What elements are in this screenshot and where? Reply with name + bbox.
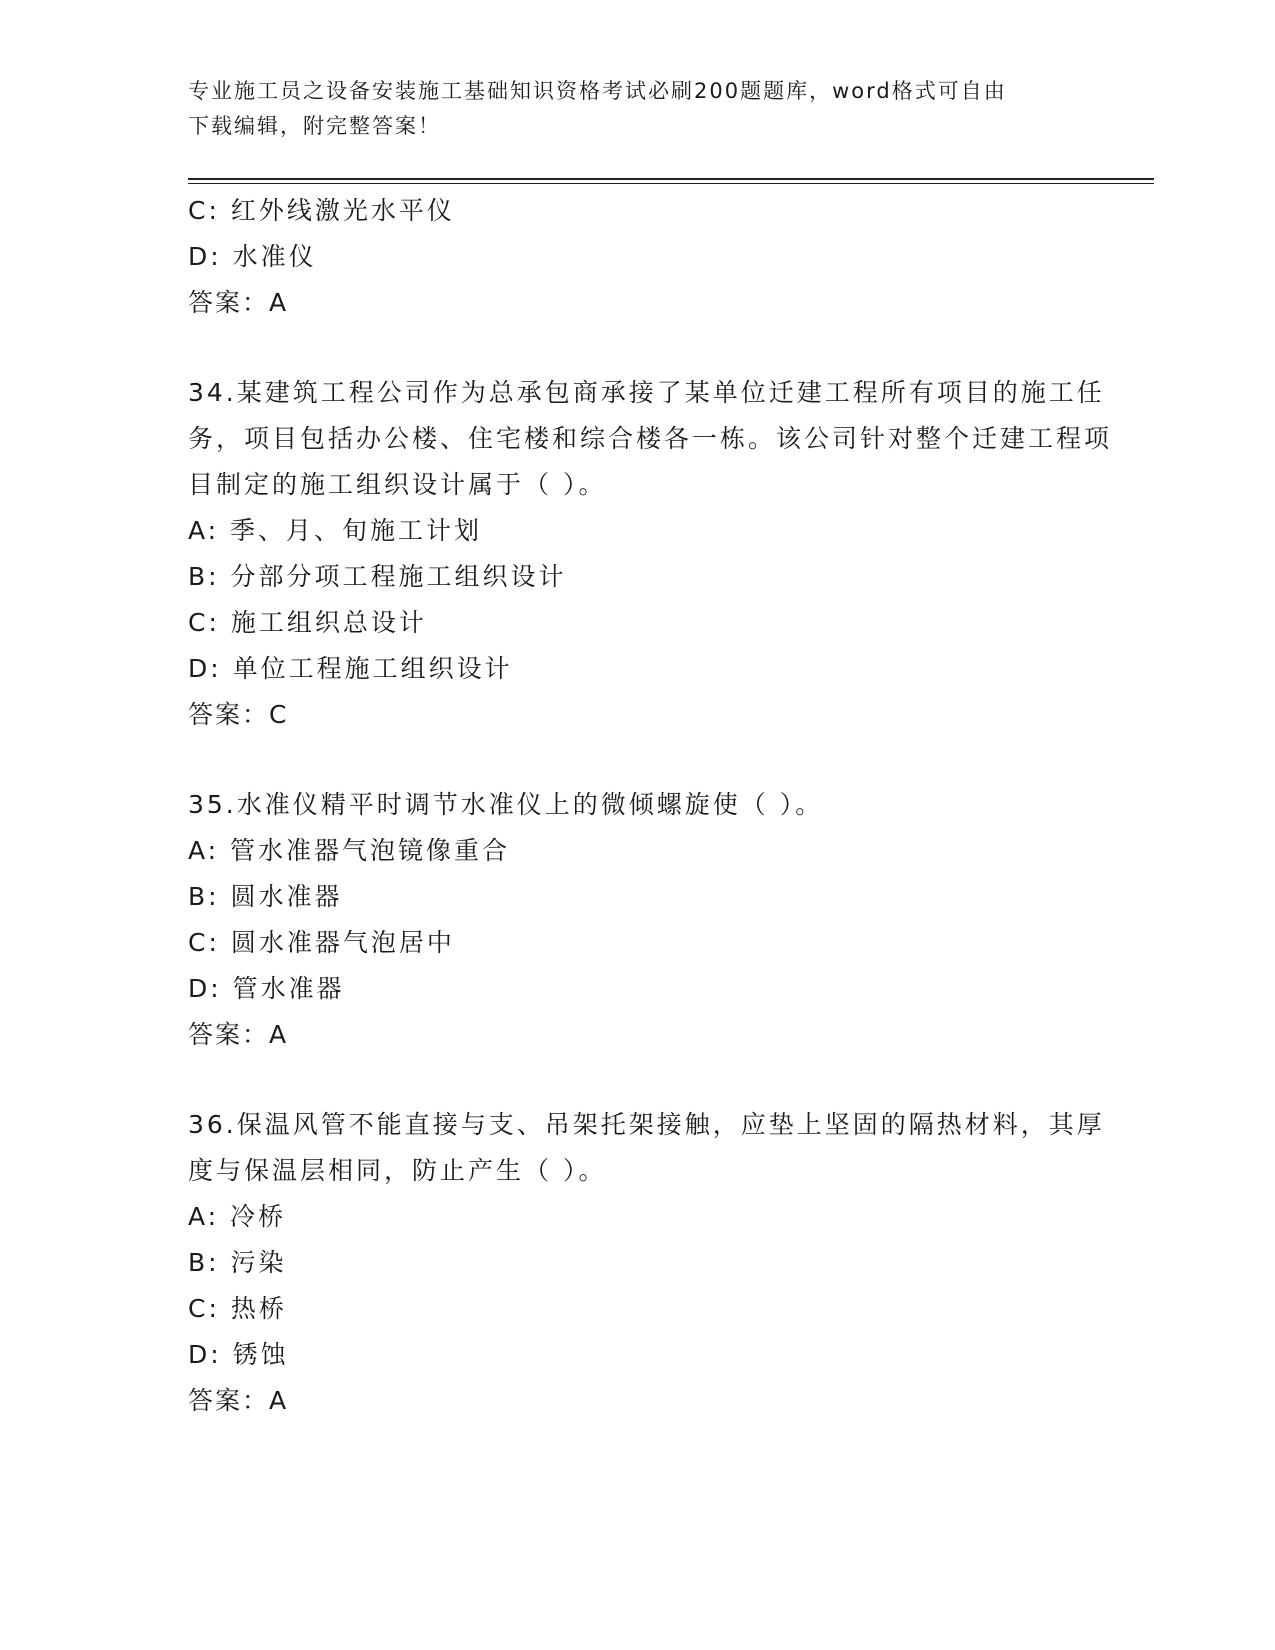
answer-line: 答案：A [188,1020,289,1049]
header-divider-thick [188,178,1154,180]
option-b: B: 污染 [188,1248,287,1277]
option-c: C: 圆水准器气泡居中 [188,928,455,957]
option-c: C: 施工组织总设计 [188,608,427,637]
option-d: D: 管水准器 [188,974,345,1003]
option-d: D: 锈蚀 [188,1340,289,1369]
header-divider-thin [188,183,1154,184]
header-text-line-1: 专业施工员之设备安装施工基础知识资格考试必刷200题题库，word格式可自由 [188,79,1007,103]
option-d: D: 水准仪 [188,242,317,271]
option-b: B: 分部分项工程施工组织设计 [188,562,567,591]
option-a: A: 季、月、旬施工计划 [188,516,483,545]
option-a: A: 冷桥 [188,1202,287,1231]
question-34 [188,370,1118,738]
answer-line: 答案：A [188,288,289,317]
question-content [188,188,1118,1468]
question-36 [188,1102,1118,1424]
option-a: A: 管水准器气泡镜像重合 [188,836,511,865]
question-stem: 36.保温风管不能直接与支、吊架托架接触，应垫上坚固的隔热材料，其厚度与保温层相同，防止产生（ ）。 [188,1110,1105,1185]
answer-line: 答案：A [188,1386,289,1415]
option-b: B: 圆水准器 [188,882,343,911]
option-c: C: 热桥 [188,1294,287,1323]
question-stem: 34.某建筑工程公司作为总承包商承接了某单位迁建工程所有项目的施工任务，项目包括办公楼、住宅楼和综合楼各一栋。该公司针对整个迁建工程项目制定的施工组织设计属于（ ）。 [188,378,1113,499]
page-header [188,74,1068,144]
option-c: C: 红外线激光水平仪 [188,196,455,225]
option-d: D: 单位工程施工组织设计 [188,654,513,683]
question-stem: 35.水准仪精平时调节水准仪上的微倾螺旋使（ ）。 [188,790,824,819]
question-33-tail [188,188,1118,326]
question-35 [188,782,1118,1058]
answer-line: 答案：C [188,700,289,729]
header-text-line-2: 下载编辑，附完整答案！ [188,114,441,138]
